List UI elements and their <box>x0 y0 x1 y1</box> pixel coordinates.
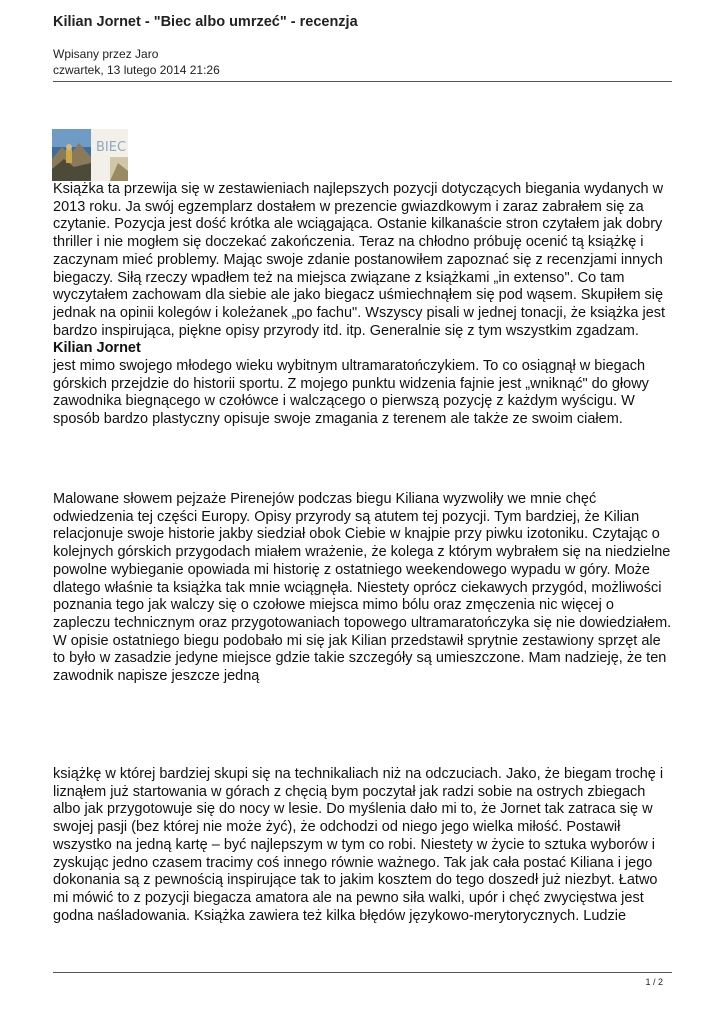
article-paragraph-1 <box>53 181 673 429</box>
page-number: 1 / 2 <box>645 977 663 987</box>
page-title: Kilian Jornet - "Biec albo umrzeć" - recenzja <box>53 14 358 30</box>
footer-divider <box>53 972 672 973</box>
author-line: Wpisany przez Jaro <box>53 47 159 61</box>
book-cover-image <box>52 129 128 181</box>
para1-text-end: jest mimo swojego młodego wieku wybitnym ultramaratończykiem. To co osiągnął w biegach górskich przejdzie do historii sportu. Z mojego punktu widzenia fajnie jest „wniknąć" do głowy zawodnika biegnącego w czołówce i walczącego o pierwszą pozycję z każdym wyścigu. W sposób bardzo plastyczny opisuje swoje zmagania z terenem ale także ze swoim ciałem. <box>53 358 649 428</box>
header-divider <box>53 81 672 82</box>
publish-date: czwartek, 13 lutego 2014 21:26 <box>53 63 220 77</box>
book-cover-illustration <box>52 129 128 181</box>
para3-text: książkę w której bardziej skupi się na technikaliach niż na odczuciach. Jako, że biegam trochę i liznąłem już startowania w górach z chęcią bym poczytał jak radzi sobie na ostrych zbiegach albo jak przygotowuje się do nocy w lesie. Do myślenia dało mi to, że Jornet tak zatraca się w swojej pasji (bez której nie może żyć), że odchodzi od niego jego wielka miłość. Postawił wszystko na jedną kartę – być najlepszym w tym co robi. Niestety w życie to sztuka wyborów i zyskując jedno czasem tracimy coś innego równie ważnego. Tak jak cała postać Kiliana i jego dokonania są z pewnością inspirujące tak to jakim kosztem do tego doszedł już niezbyt. Łatwo mi mówić to z pozycji biegacza amatora ale na pewno siła walki, upór i chęć zwycięstwa jest godna naśladowania. Książka zawiera też kilka błędów językowo-merytorycznych. Ludzie <box>53 766 664 924</box>
article-paragraph-2 <box>53 491 673 686</box>
article-paragraph-3 <box>53 766 673 925</box>
subject-name-bold: Kilian Jornet <box>53 340 141 357</box>
svg-text:BIEC: BIEC <box>96 140 127 155</box>
para2-text: Malowane słowem pejzaże Pirenejów podczas biegu Kiliana wyzwoliły we mnie chęć odwiedzenia tej części Europy. Opisy przyrody są atutem tej pozycji. Tym bardziej, że Kilian relacjonuje swoje historie jakby siedział obok Ciebie w knajpie przy piwku izotoniku. Czytając o kolejnych górskich przygodach miałem wrażenie, że kolega z którym wybrałem się na niedzielne powolne wybieganie opowiada mi historię z ostatniego weekendowego wypadu w góry. Może dlatego właśnie ta książka tak mnie wciągnęła. Niestety oprócz ciekawych przygód, możliwości poznania tego jak walczy się o czołowe miejsca mimo bólu oraz zmęczenia nic więcej o zapleczu technicznym oraz przygotowaniach topowego ultramaratończyka się nie dowiedziałem. W opisie ostatniego biegu podobało mi się jak Kilian przedstawił sprytnie zestawiony sprzęt ale to było w zasadzie jedyne miejsce gdzie takie szczegóły są umieszczone. Mam nadzieję, że ten zawodnik napisze jeszcze jedną <box>53 491 672 685</box>
para1-text-start: Książka ta przewija się w zestawieniach najlepszych pozycji dotyczących biegania wydanych w 2013 roku. Ja swój egzemplarz dostałem w prezencie gwiazdkowym i zaraz zabrałem się za czytanie. Pozycja jest dość krótka ale wciągająca. Ostanie kilkanaście stron czytałem jak dobry thriller i nie mogłem się doczekać zakończenia. Teraz na chłodno próbuję ocenić tą książkę i zaczynam mieć problemy. Mając swoje zdanie postanowiłem zapoznać się z recenzjami innych biegaczy. Siłą rzeczy wpadłem też na miejsca związane z książkami „in extenso". Co tam wyczytałem zachowam dla siebie ale jako biegacz uśmiechnąłem się pod wąsem. Skupiłem się jednak na opinii kolegów i koleżanek „po fachu". Wszyscy pisali w jednej tonacji, że książka jest bardzo inspirująca, piękne opisy przyrody itd. itp. Generalnie się z tym wszystkim zgadzam. <box>53 181 666 339</box>
